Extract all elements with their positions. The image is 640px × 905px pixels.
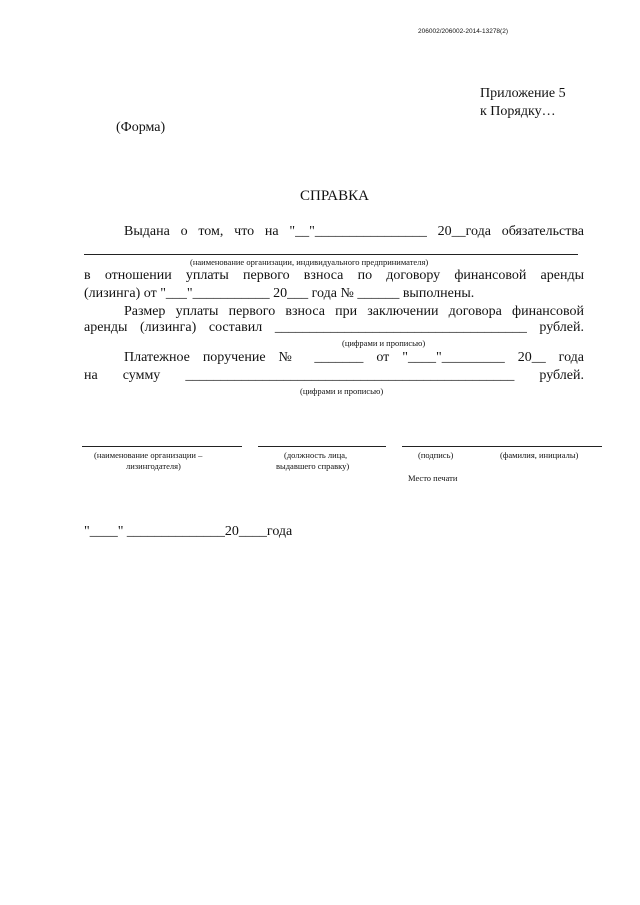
appendix-line-2: к Порядку… bbox=[480, 104, 556, 119]
payment-order-line: Платежное поручение № _______ от "____"_________ 20__ года bbox=[124, 350, 584, 365]
name-caption: (фамилия, инициалы) bbox=[500, 450, 579, 460]
appendix-line-1: Приложение 5 bbox=[480, 86, 566, 101]
sum-caption: (цифрами и прописью) bbox=[300, 386, 384, 396]
org-signature-underline bbox=[82, 446, 242, 447]
position-caption-line-2: выдавшего справку) bbox=[276, 461, 350, 471]
sum-line: на сумму _______________________________________________ рублей. bbox=[84, 368, 584, 383]
document-number: 206002/206002-2014-13278(2) bbox=[418, 28, 508, 35]
position-underline bbox=[258, 446, 386, 447]
amount-line-1: Размер уплаты первого взноса при заключении договора финансовой bbox=[124, 304, 584, 319]
leasing-line: (лизинга) от "___"___________ 20___ года № ______ выполнены. bbox=[84, 286, 475, 301]
regarding-line: в отношении уплаты первого взноса по договору финансовой аренды bbox=[84, 268, 584, 283]
issued-line: Выдана о том, что на "__"________________ 20__года обязательства bbox=[124, 224, 584, 239]
form-label: (Форма) bbox=[116, 120, 166, 135]
organization-caption: (наименование организации, индивидуального предпринимателя) bbox=[190, 257, 429, 267]
document-title: СПРАВКА bbox=[300, 188, 369, 204]
signature-name-underline bbox=[402, 446, 602, 447]
org-caption-line-1: (наименование организации – bbox=[94, 450, 203, 460]
organization-underline bbox=[84, 254, 578, 255]
stamp-place: Место печати bbox=[408, 473, 458, 483]
signature-caption: (подпись) bbox=[418, 450, 454, 460]
amount-line-2: аренды (лизинга) составил ____________________________________ рублей. bbox=[84, 320, 584, 335]
position-caption-line-1: (должность лица, bbox=[284, 450, 348, 460]
amount-caption: (цифрами и прописью) bbox=[342, 338, 426, 348]
org-caption-line-2: лизингодателя) bbox=[126, 461, 181, 471]
date-line: "____" ______________20____года bbox=[84, 524, 293, 539]
